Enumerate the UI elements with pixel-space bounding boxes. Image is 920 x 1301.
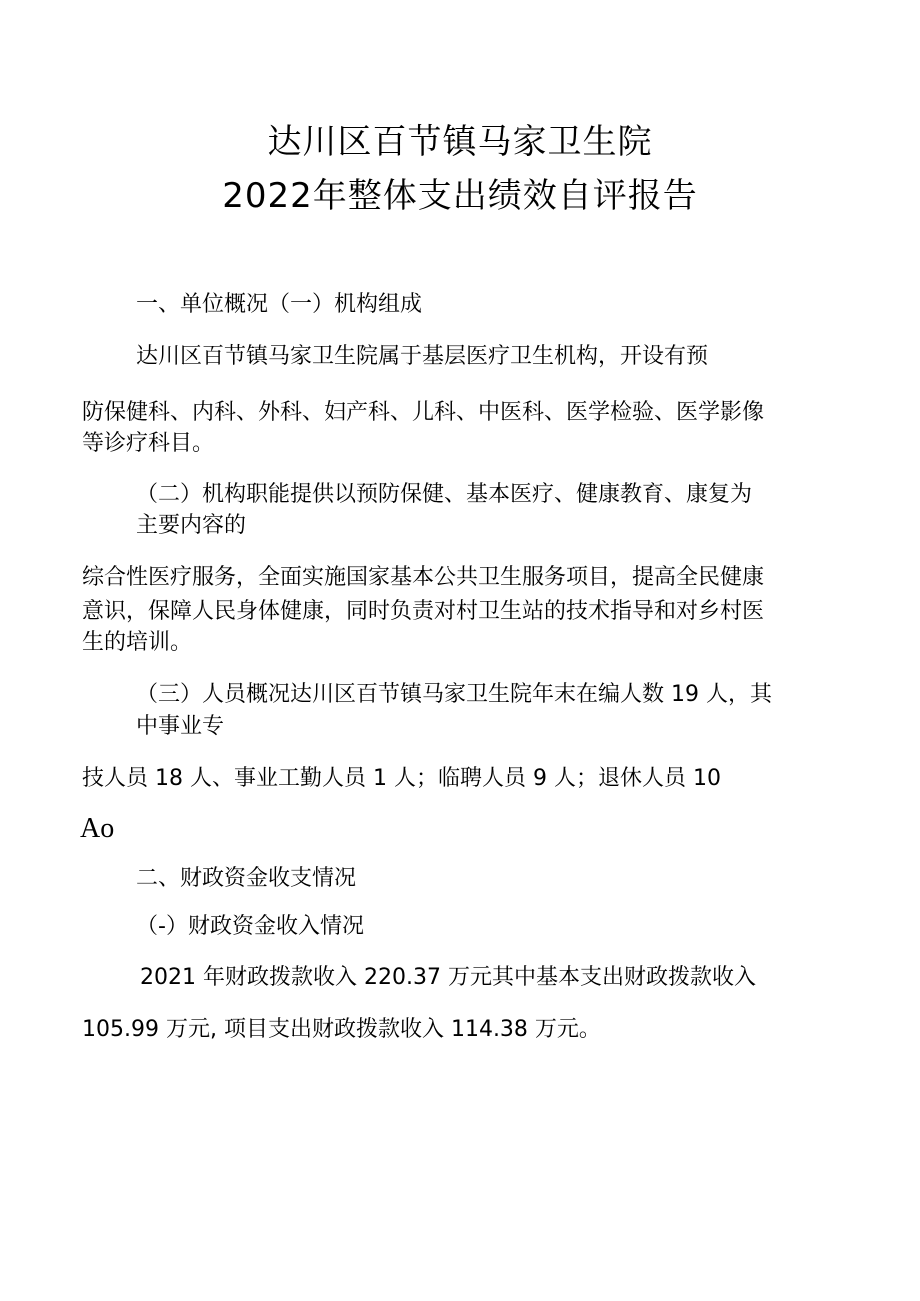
paragraph-line: 105.99 万元, 项目支出财政拨款收入 114.38 万元。	[82, 1017, 601, 1042]
document-title-line1: 达川区百节镇马家卫生院	[267, 122, 653, 162]
paragraph-line: 技人员 18 人、事业工勤人员 1 人；临聘人员 9 人；退休人员 10	[82, 766, 721, 791]
paragraph-line: 防保健科、内科、外科、妇产科、儿科、中医科、医学检验、医学影像	[82, 400, 765, 425]
section2-heading: 二、财政资金收支情况	[136, 866, 357, 891]
paragraph-line: 中事业专	[136, 714, 225, 739]
paragraph-line: 综合性医疗服务，全面实施国家基本公共卫生服务项目，提高全民健康	[82, 565, 765, 590]
subsection-heading: （二）机构职能提供以预防保健、基本医疗、健康教育、康复为	[136, 482, 753, 507]
paragraph-line: 意识，保障人民身体健康，同时负责对村卫生站的技术指导和对乡村医	[82, 599, 765, 624]
subsection-heading: （三）人员概况达川区百节镇马家卫生院年末在编人数 19 人，其	[136, 682, 772, 707]
section1-heading: 一、单位概况（一）机构组成	[136, 292, 423, 317]
paragraph-line: 达川区百节镇马家卫生院属于基层医疗卫生机构，开设有预	[136, 344, 709, 369]
paragraph-line: 生的培训。	[82, 630, 193, 655]
paragraph-line: 2021 年财政拨款收入 220.37 万元其中基本支出财政拨款收入	[140, 965, 756, 990]
paragraph-line: 主要内容的	[136, 513, 247, 538]
subsection-heading: （-）财政资金收入情况	[136, 914, 364, 939]
document-title-line2: 2022年整体支出绩效自评报告	[222, 176, 698, 216]
paragraph-line: Ao	[80, 813, 115, 844]
paragraph-line: 等诊疗科目。	[82, 431, 215, 456]
